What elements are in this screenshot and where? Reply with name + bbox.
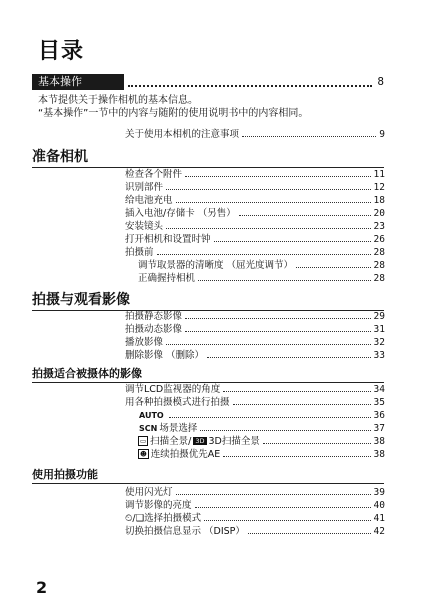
toc-entry[interactable]: 拍摄前 28	[125, 247, 385, 258]
page-title: 目录	[38, 39, 85, 64]
basic-operation-label: 基本操作	[32, 74, 124, 90]
toc-entry[interactable]: 给电池充电 18	[125, 195, 385, 206]
panorama-icon: ▭	[140, 437, 147, 445]
toc-entry[interactable]: 检查各个附件 11	[125, 169, 385, 180]
toc-entry[interactable]: 调节影像的亮度 40	[125, 500, 385, 511]
toc-subentry[interactable]: 调节取景器的清晰度 （屈光度调节） 28	[138, 260, 385, 271]
toc-entry[interactable]: 切换拍摄信息显示 （DISP） 42	[125, 526, 385, 537]
continuous-ae-icon: ☻	[140, 450, 147, 458]
section-prepare-camera: 准备相机	[32, 146, 384, 168]
self-timer-drive-icon: ⏲/❑	[125, 513, 145, 524]
toc-entry-drive-mode[interactable]: ⏲/❑选择拍摄模式 41	[125, 513, 385, 524]
basic-description-2: “基本操作”一节中的内容与随附的使用说明书中的内容相同。	[38, 108, 309, 119]
basic-description-1: 本节提供关于操作相机的基本信息。	[38, 95, 198, 106]
toc-entry[interactable]: 用各种拍摄模式进行拍摄 35	[125, 397, 385, 408]
basic-operation-header	[32, 74, 384, 90]
toc-subentry-auto[interactable]: AUTO 36	[139, 410, 385, 421]
page-number: 2	[36, 578, 48, 597]
toc-entry[interactable]: 播放影像 32	[125, 337, 385, 348]
section-shoot-and-view: 拍摄与观看影像	[32, 289, 384, 311]
toc-subentry-panorama[interactable]: ▭ 扫描全景/ 3D 3D扫描全景 38	[140, 436, 385, 447]
section-shooting-functions: 使用拍摄功能	[32, 466, 384, 484]
toc-entry[interactable]: 拍摄动态影像 31	[125, 324, 385, 335]
toc-subentry-continuous[interactable]: ☻ 连续拍摄优先AE 38	[140, 449, 385, 460]
leader-dots	[128, 85, 372, 87]
toc-subentry[interactable]: 正确握持相机 28	[138, 273, 385, 284]
toc-entry[interactable]: 打开相机和设置时钟 26	[125, 234, 385, 245]
toc-subentry-scene[interactable]: SCN 场景选择 37	[139, 423, 385, 434]
scn-mode-icon: SCN	[139, 424, 158, 433]
3d-icon: 3D	[195, 437, 205, 445]
basic-operation-page: 8	[377, 75, 384, 88]
toc-entry[interactable]: 拍摄静态影像 29	[125, 311, 385, 322]
toc-entry[interactable]: 插入电池/存储卡 （另售） 20	[125, 208, 385, 219]
auto-mode-icon: AUTO	[139, 411, 164, 420]
toc-entry-notes[interactable]: 关于使用本相机的注意事项 9	[125, 129, 385, 140]
section-shoot-subject: 拍摄适合被摄体的影像	[32, 365, 384, 383]
toc-entry[interactable]: 安装镜头 23	[125, 221, 385, 232]
toc-entry[interactable]: 删除影像 （删除） 33	[125, 350, 385, 361]
toc-entry[interactable]: 使用闪光灯 39	[125, 487, 385, 498]
toc-entry[interactable]: 调节LCD监视器的角度 34	[125, 384, 385, 395]
toc-entry[interactable]: 识别部件 12	[125, 182, 385, 193]
